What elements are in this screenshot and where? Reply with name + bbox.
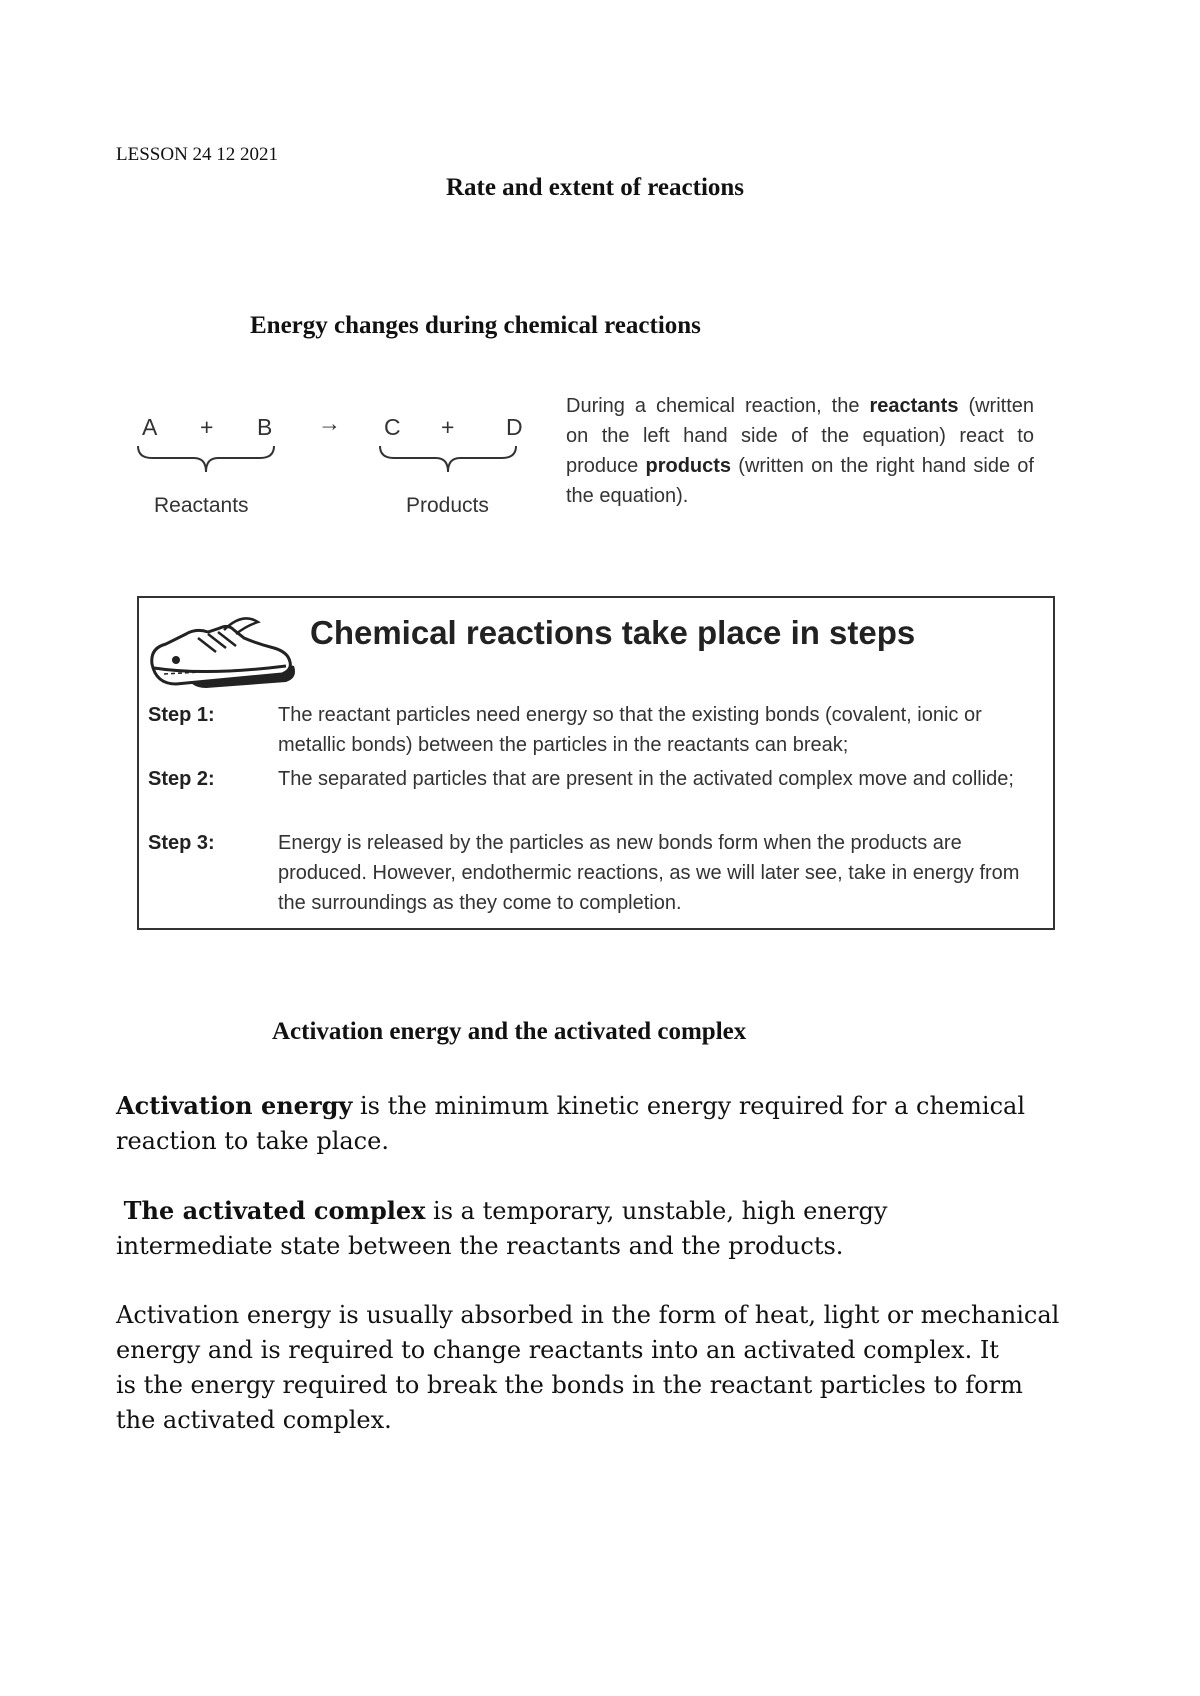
step-1-text: The reactant particles need energy so that the existing bonds (covalent, ionic or metallic bonds) between the particles in the reactants can break; bbox=[278, 704, 982, 756]
paragraph-activated-complex bbox=[116, 1193, 1036, 1264]
lesson-date: LESSON 24 12 2021 bbox=[116, 144, 279, 165]
term-d: D bbox=[506, 414, 523, 440]
definition-text: is the minimum kinetic energy required for a chemical reaction to take place. bbox=[116, 1092, 1025, 1155]
description-text: (written on the right hand side of the equation). bbox=[566, 455, 1034, 507]
products-brace-icon bbox=[378, 444, 518, 480]
step-1-label: Step 1: bbox=[148, 704, 215, 726]
term-a: A bbox=[142, 414, 158, 440]
paragraph-line: Activation energy is usually absorbed in the form of heat, light or mechanical bbox=[116, 1301, 1060, 1329]
term-activation-energy: Activation energy bbox=[116, 1091, 353, 1120]
products-term: products bbox=[645, 455, 732, 477]
step-3-text: Energy is released by the particles as new bonds form when the products are produced. However, endothermic reactions, as we will later see, take in energy from the surroundings as they come to completion. bbox=[278, 832, 1020, 914]
steps-box-title: Chemical reactions take place in steps bbox=[310, 614, 916, 651]
paragraph-line: energy and is required to change reactants into an activated complex. It bbox=[116, 1336, 999, 1364]
section-heading-energy-changes: Energy changes during chemical reactions bbox=[250, 312, 701, 339]
plus-sign: + bbox=[441, 414, 455, 440]
term-b: B bbox=[257, 414, 273, 440]
paragraph-line: the activated complex. bbox=[116, 1406, 392, 1434]
step-3-label: Step 3: bbox=[148, 832, 215, 854]
paragraph-activation-energy-absorption bbox=[116, 1298, 1076, 1438]
description-text: (written on the left hand side of the equation) react to produce bbox=[566, 395, 1035, 477]
page-title: Rate and extent of reactions bbox=[445, 174, 745, 201]
description-text: During a chemical reaction, the bbox=[566, 395, 870, 417]
section-heading-activation-energy: Activation energy and the activated complex bbox=[272, 1018, 747, 1045]
term-c: C bbox=[384, 414, 401, 440]
products-label: Products bbox=[406, 494, 489, 517]
shoe-icon bbox=[146, 604, 306, 700]
reaction-description bbox=[566, 391, 1034, 511]
step-2-label: Step 2: bbox=[148, 768, 215, 790]
term-activated-complex: The activated complex bbox=[123, 1196, 426, 1225]
reactants-label: Reactants bbox=[154, 494, 249, 517]
plus-sign: + bbox=[200, 414, 214, 440]
reactants-term: reactants bbox=[869, 395, 959, 417]
arrow-symbol: → bbox=[318, 410, 341, 436]
reaction-equation-figure bbox=[130, 410, 550, 520]
paragraph-activation-energy bbox=[116, 1088, 1036, 1159]
paragraph-line: is the energy required to break the bonds in the reactant particles to form bbox=[116, 1371, 1023, 1399]
definition-text: is a temporary, unstable, high energy intermediate state between the reactants and the products. bbox=[116, 1197, 888, 1260]
step-2-text: The separated particles that are present in the activated complex move and collide; bbox=[278, 768, 1014, 790]
reactants-brace-icon bbox=[136, 444, 276, 480]
